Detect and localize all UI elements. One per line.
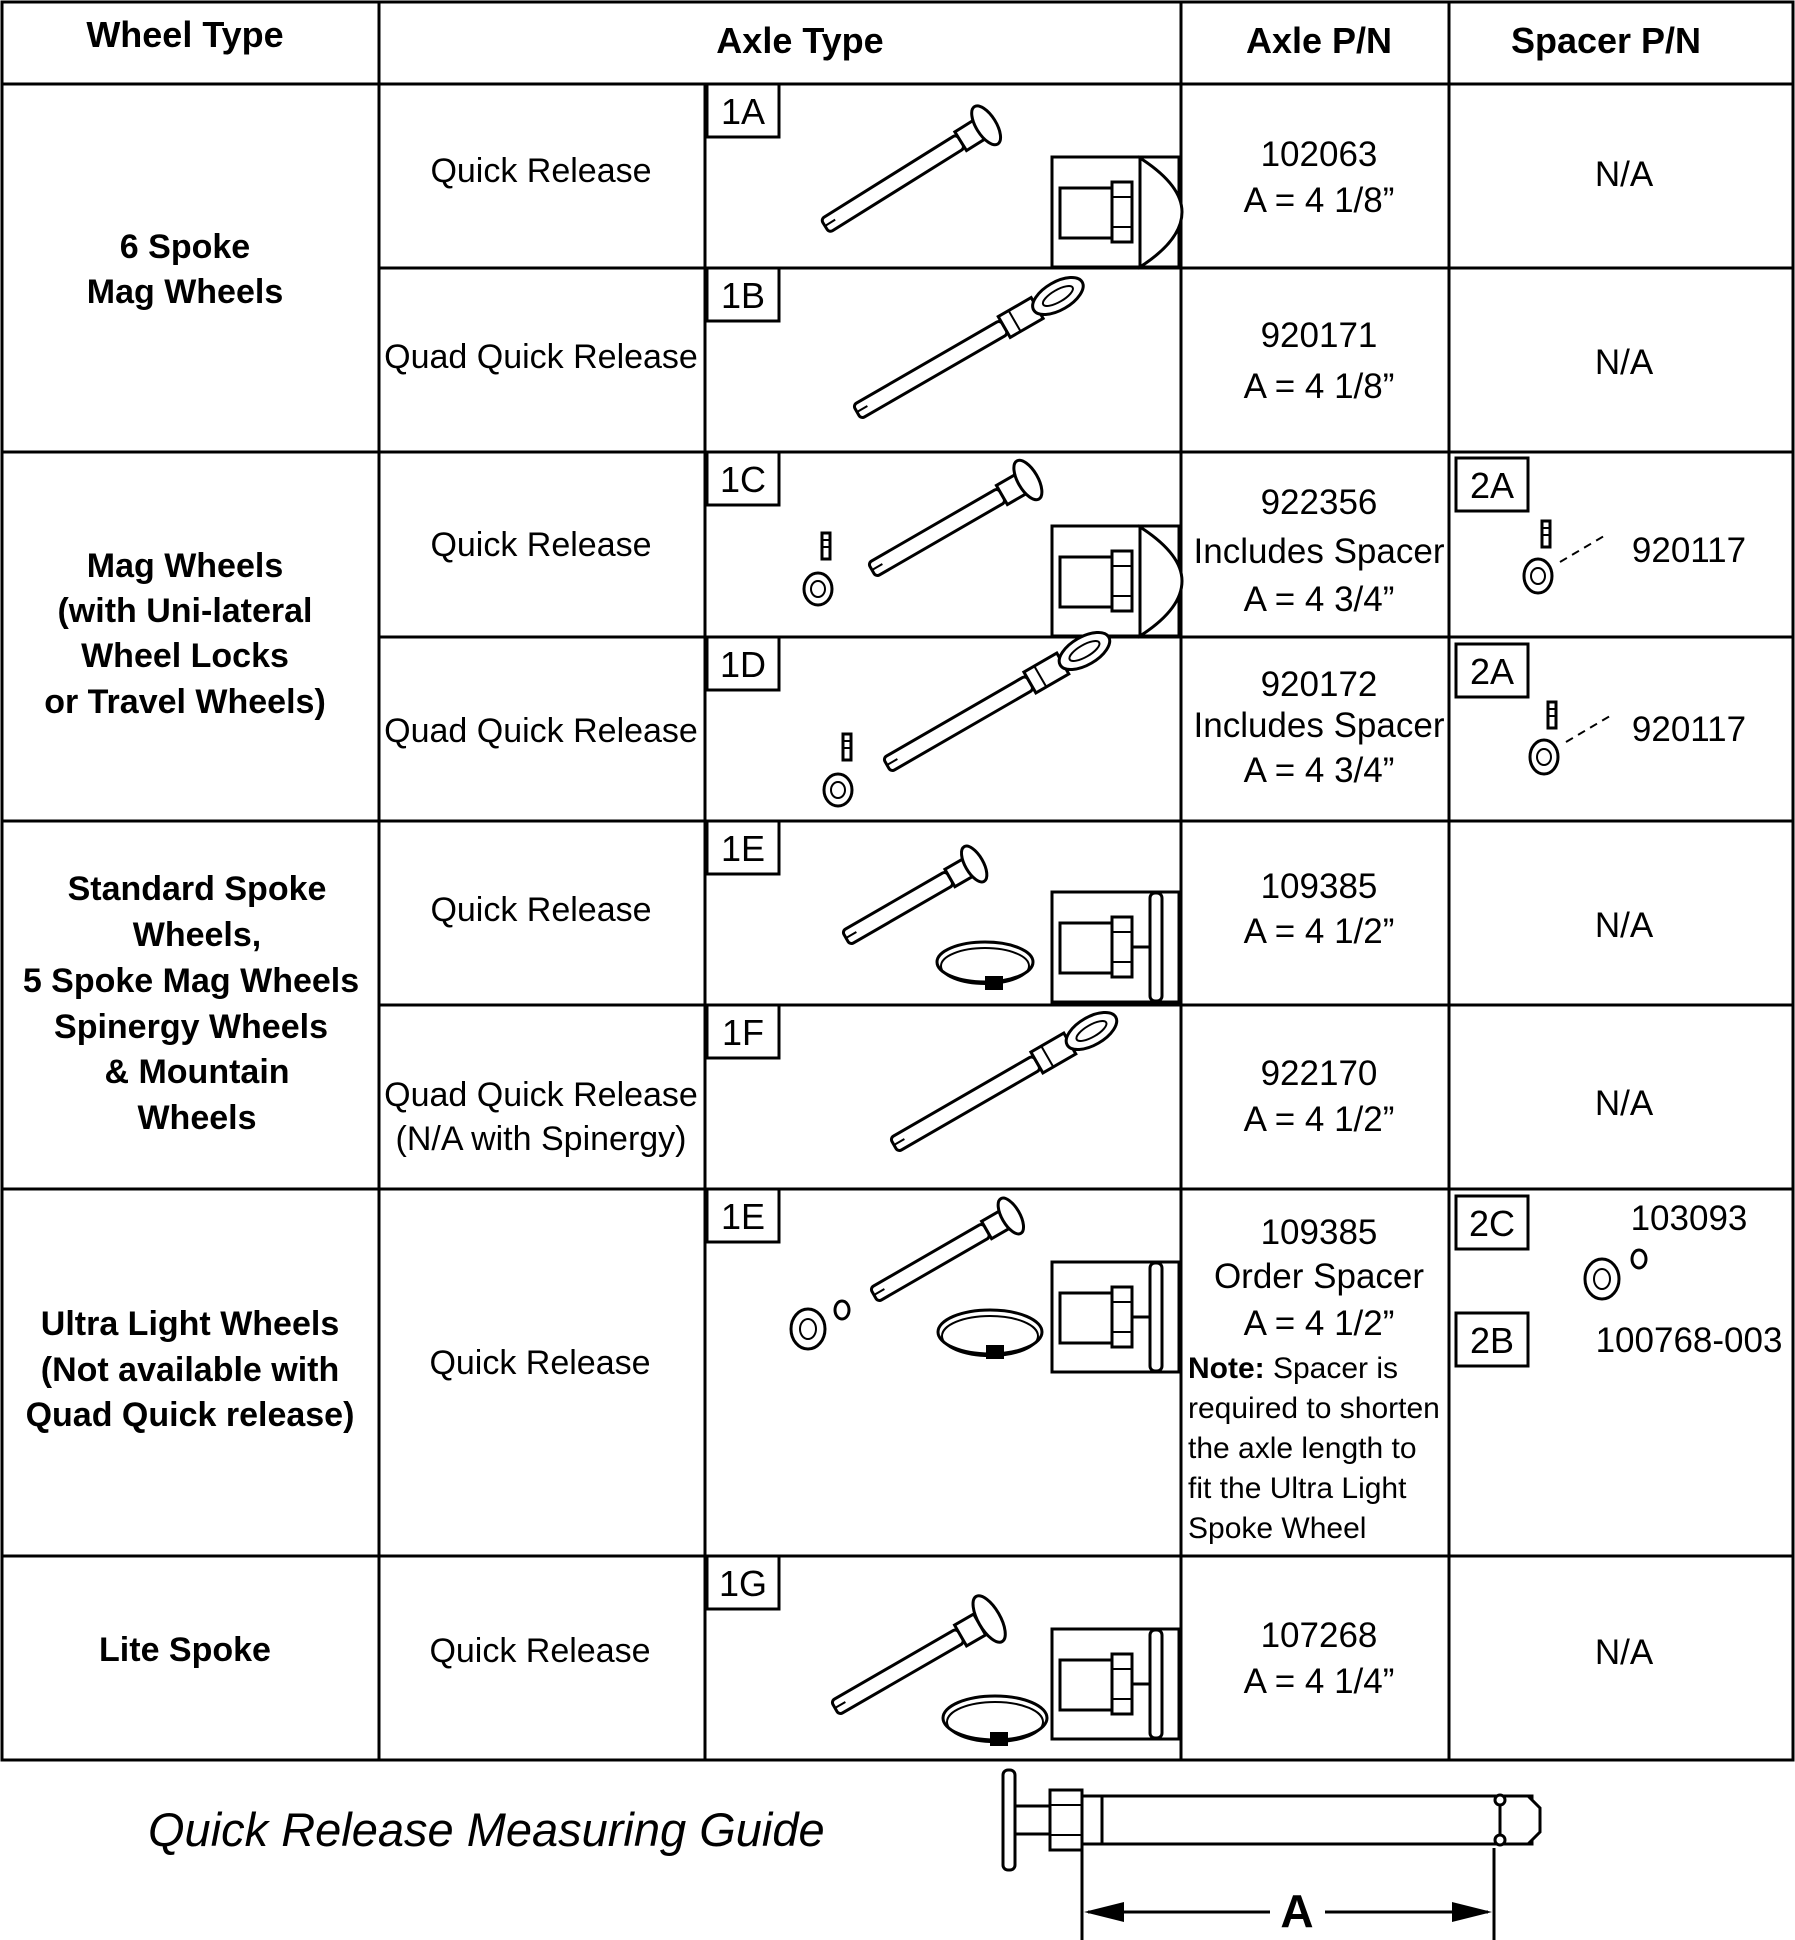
- axle-type-1c: Quick Release: [430, 526, 652, 564]
- spacer-pn-1e: N/A: [1594, 906, 1654, 945]
- axle-pn-1a: [1244, 135, 1395, 220]
- svg-text:Quad Quick release): Quad Quick release): [25, 1396, 355, 1434]
- spacer-item-2a-1d: [1456, 644, 1746, 774]
- svg-text:1E: 1E: [720, 828, 766, 869]
- spacer-pn-1b: N/A: [1594, 343, 1654, 382]
- svg-text:103093: 103093: [1630, 1199, 1748, 1238]
- axle-illustration-1d: [824, 625, 1116, 806]
- tag-1a: [707, 84, 779, 137]
- svg-text:A = 4 1/8”: A = 4 1/8”: [1243, 367, 1395, 406]
- spacer-pn-1f: N/A: [1594, 1084, 1654, 1123]
- svg-text:102063: 102063: [1260, 135, 1378, 174]
- spacer-note: [1188, 1352, 1440, 1545]
- svg-text:fit the Ultra Light: fit the Ultra Light: [1188, 1472, 1407, 1505]
- axle-type-1d: Quad Quick Release: [384, 712, 698, 750]
- axle-pn-1g: [1244, 1616, 1395, 1701]
- svg-text:A = 4 3/4”: A = 4 3/4”: [1243, 580, 1395, 619]
- svg-text:1C: 1C: [719, 459, 767, 500]
- measuring-guide-diagram: [1003, 1770, 1540, 1940]
- svg-text:1D: 1D: [719, 644, 767, 685]
- axle-illustration-1e: [836, 842, 1179, 1002]
- svg-text:920117: 920117: [1631, 710, 1747, 749]
- svg-text:(Not available with: (Not available with: [40, 1351, 340, 1389]
- svg-text:109385: 109385: [1260, 867, 1378, 906]
- svg-text:Wheel Locks: Wheel Locks: [81, 637, 289, 675]
- svg-text:1G: 1G: [718, 1563, 768, 1604]
- wheel-type-standard-spoke: [23, 870, 359, 1137]
- svg-text:A = 4 1/2”: A = 4 1/2”: [1243, 1100, 1395, 1139]
- svg-text:Order Spacer: Order Spacer: [1213, 1257, 1425, 1296]
- measuring-guide-title: Quick Release Measuring Guide: [148, 1803, 825, 1856]
- svg-text:2A: 2A: [1469, 651, 1515, 692]
- axle-illustration-1c: [804, 456, 1182, 636]
- tag-1d: [707, 637, 779, 690]
- svg-text:or Travel Wheels): or Travel Wheels): [44, 683, 326, 721]
- wheel-type-mag-wheels: [44, 547, 326, 721]
- svg-text:1A: 1A: [720, 91, 766, 132]
- svg-text:2A: 2A: [1469, 465, 1515, 506]
- dimension-label-a: A: [1280, 1885, 1314, 1937]
- svg-text:109385: 109385: [1260, 1213, 1378, 1252]
- svg-text:6 Spoke: 6 Spoke: [119, 228, 251, 266]
- header-wheel-type: Wheel Type: [86, 14, 284, 55]
- svg-text:920171: 920171: [1260, 316, 1378, 355]
- axle-type-1e: Quick Release: [430, 891, 652, 929]
- svg-text:Includes Spacer: Includes Spacer: [1193, 532, 1445, 571]
- axle-type-1f-line2: (N/A with Spinergy): [395, 1120, 687, 1158]
- header-axle-type: Axle Type: [716, 20, 884, 61]
- svg-text:A = 4 3/4”: A = 4 3/4”: [1243, 751, 1395, 790]
- tag-1e-ultra: [707, 1189, 779, 1242]
- svg-text:1F: 1F: [721, 1012, 765, 1053]
- svg-text:A = 4 1/2”: A = 4 1/2”: [1243, 912, 1395, 951]
- svg-text:107268: 107268: [1260, 1616, 1378, 1655]
- axle-type-1e-ultra: Quick Release: [429, 1344, 651, 1382]
- spacer-pn-1a: N/A: [1594, 155, 1654, 194]
- svg-text:A = 4 1/2”: A = 4 1/2”: [1243, 1304, 1395, 1343]
- axle-pn-1f: [1244, 1054, 1395, 1139]
- axle-illustration-1a: [813, 101, 1182, 267]
- spacer-item-2c: [1456, 1196, 1747, 1299]
- svg-text:1E: 1E: [720, 1196, 766, 1237]
- svg-text:5 Spoke Mag Wheels: 5 Spoke Mag Wheels: [22, 962, 360, 1000]
- tag-1e: [707, 821, 779, 874]
- spacer-pn-1g: N/A: [1594, 1633, 1654, 1672]
- svg-text:& Mountain: & Mountain: [104, 1053, 290, 1091]
- axle-pn-1d: [1194, 665, 1445, 790]
- axle-type-1a: Quick Release: [430, 152, 652, 190]
- wheel-type-lite-spoke: [99, 1631, 271, 1669]
- tag-1g: [707, 1556, 779, 1609]
- tag-1b: [707, 268, 779, 321]
- svg-text:Mag Wheels: Mag Wheels: [86, 273, 284, 311]
- svg-text:A = 4 1/8”: A = 4 1/8”: [1243, 181, 1395, 220]
- wheel-type-6-spoke: [87, 228, 283, 311]
- axle-pn-1c: [1194, 483, 1445, 619]
- axle-type-1g: Quick Release: [429, 1632, 651, 1670]
- svg-text:Wheels: Wheels: [137, 1099, 257, 1137]
- svg-text:922356: 922356: [1260, 483, 1378, 522]
- svg-text:Standard Spoke: Standard Spoke: [67, 870, 327, 908]
- svg-text:Lite Spoke: Lite Spoke: [99, 1631, 271, 1669]
- tag-1c: [707, 452, 779, 505]
- wheel-type-ultra-light: [26, 1305, 355, 1434]
- svg-text:2C: 2C: [1468, 1203, 1516, 1244]
- svg-text:920117: 920117: [1631, 531, 1747, 570]
- svg-text:Includes Spacer: Includes Spacer: [1193, 706, 1445, 745]
- svg-text:Ultra Light Wheels: Ultra Light Wheels: [40, 1305, 340, 1343]
- spacer-item-2a-1c: [1456, 458, 1746, 593]
- axle-illustration-1g: [822, 1591, 1179, 1746]
- svg-text:Spoke Wheel: Spoke Wheel: [1188, 1512, 1367, 1545]
- svg-text:the axle length to: the axle length to: [1188, 1432, 1417, 1465]
- svg-text:Wheels,: Wheels,: [132, 916, 262, 954]
- axle-illustration-1e-ultra: [791, 1194, 1179, 1372]
- axle-illustration-1b: [850, 270, 1089, 424]
- svg-text:Note: Spacer is: Note: Spacer is: [1188, 1352, 1399, 1385]
- axle-type-1b: Quad Quick Release: [384, 338, 698, 376]
- spacer-item-2b: [1456, 1313, 1782, 1366]
- axle-pn-1e-ultra: [1214, 1213, 1424, 1343]
- header-axle-pn: Axle P/N: [1245, 20, 1393, 61]
- svg-text:A = 4 1/4”: A = 4 1/4”: [1243, 1662, 1395, 1701]
- axle-pn-1b: [1244, 316, 1395, 406]
- svg-text:2B: 2B: [1469, 1320, 1515, 1361]
- svg-text:required to shorten: required to shorten: [1188, 1392, 1440, 1425]
- svg-text:Spinergy Wheels: Spinergy Wheels: [54, 1008, 328, 1046]
- svg-text:Mag Wheels: Mag Wheels: [86, 547, 284, 585]
- tag-1f: [707, 1005, 779, 1058]
- svg-text:1B: 1B: [720, 275, 766, 316]
- axle-illustration-1f: [887, 1005, 1123, 1157]
- svg-text:100768-003: 100768-003: [1595, 1321, 1783, 1360]
- svg-text:922170: 922170: [1260, 1054, 1378, 1093]
- svg-text:920172: 920172: [1260, 665, 1378, 704]
- svg-text:(with Uni-lateral: (with Uni-lateral: [57, 592, 313, 630]
- header-spacer-pn: Spacer P/N: [1510, 20, 1702, 61]
- axle-pn-1e: [1244, 867, 1395, 951]
- axle-type-1f-line1: Quad Quick Release: [384, 1076, 698, 1114]
